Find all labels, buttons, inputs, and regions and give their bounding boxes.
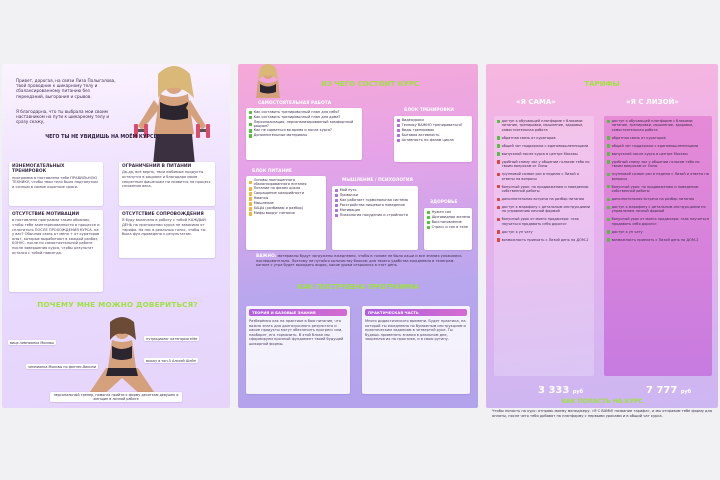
feature-text: доступ к уп чату xyxy=(611,229,643,234)
list-item: Привычки xyxy=(335,193,415,198)
feature-row xyxy=(497,185,591,194)
feature-text: бонусный урок от моего продюсера: «как научиться продавать себя дорого» xyxy=(611,217,709,226)
sec-independent-title: САМОСТОЯТЕЛЬНАЯ РАБОТА xyxy=(258,101,332,106)
list-item: Как составить тренировочный план для дома? xyxy=(249,115,359,120)
feature-row xyxy=(497,197,591,201)
price-currency: руб xyxy=(680,389,692,395)
list-item: Щитовидная железа xyxy=(427,215,469,220)
price-value: 3 333 xyxy=(538,385,570,396)
list-item: Нюансы xyxy=(249,196,323,201)
list-item: Восстановление xyxy=(427,220,469,225)
check-icon xyxy=(607,160,610,163)
check-icon xyxy=(607,144,610,147)
check-icon xyxy=(607,230,610,233)
cross-icon xyxy=(497,238,500,241)
cross-icon xyxy=(497,160,500,163)
price-currency: руб xyxy=(572,389,584,395)
sec-training-title: БЛОК ТРЕНИРОВКИ xyxy=(404,108,454,113)
feature-text: доступ к марафону с детальным инструкциями по управлению личной формой xyxy=(501,205,591,214)
check-icon xyxy=(497,136,500,139)
check-icon xyxy=(497,144,500,147)
feature-row xyxy=(607,160,709,169)
plan-b-title: «Я С ЛИЗОЙ» xyxy=(626,98,679,106)
list-item: ХАЦЫ (разбиваю и разбор) xyxy=(249,206,323,211)
list-item: Расстройства пищевого поведения xyxy=(335,203,415,208)
plan-b-features xyxy=(604,116,712,376)
feature-row xyxy=(607,152,709,156)
health-list xyxy=(424,208,472,250)
feature-row xyxy=(607,205,709,214)
check-icon xyxy=(607,206,610,209)
important-note xyxy=(256,254,466,268)
feature-row xyxy=(607,217,709,226)
training-list xyxy=(394,116,472,162)
important-text: материалы будут загружены ежедневно, чтобы в голове не было каши и все знания уложились последовательно. Поэтому не путайся количеству блоков: для твоего удобства ежедневно в телеграм-канале с утра будет выходить видео, какие уроки открылись в этот день. xyxy=(256,254,462,268)
feature-text: выпускной после курса в центре Москвы xyxy=(501,151,578,156)
intro-text-2: Я благодарна, что ты выбрала мои своим наставником на пути к шикарному телу и сразу скажу, xyxy=(16,109,110,125)
card-title: ОТСУТСТВИЕ МОТИВАЦИИ xyxy=(12,212,80,217)
badge-champion: чемпионка Москвы по фитнес-бикини xyxy=(28,364,97,369)
check-icon xyxy=(607,218,610,221)
feature-text: возможность приехать с Лизой день на ДОМ-2 xyxy=(611,237,699,242)
tariffs-header: ТАРИФЫ xyxy=(584,80,620,88)
join-body: Чтобы попасть на курс: отправь моему менеджеру: «Я С ВАМИ! название тарифа», и мы отправим тебе форму для оплаты, после чего тебя добавят на платформу с первыми уроками и в общий чат курса. xyxy=(492,409,712,418)
cross-icon xyxy=(497,185,500,188)
list-item: Виды тренировок xyxy=(397,128,469,133)
not-see-heading: ЧЕГО ТЫ НЕ УВИДИШЬ НА МОЁМ КУРСЕ: xyxy=(45,135,159,140)
cross-icon xyxy=(497,218,500,221)
feature-text: доступ к уп чату xyxy=(501,229,533,234)
feature-row xyxy=(607,197,709,201)
list-item: Нужен сон xyxy=(427,210,469,215)
card-no-exhausting xyxy=(9,162,103,206)
feature-text: дополнительная встреча на разбор питания xyxy=(501,197,585,202)
badge-personal-trainer: персональный тренер, помогла прийти к форму десяткам девушек и женщин в личной работе xyxy=(50,392,182,402)
feature-text: обратная связь от кураторов xyxy=(501,135,556,140)
feature-row xyxy=(497,152,591,156)
sec-nutrition-title: БЛОК ПИТАНИЕ xyxy=(252,169,292,174)
feature-row xyxy=(497,238,591,242)
feature-row xyxy=(497,136,591,140)
list-item: Стресс и сон в теле xyxy=(427,225,469,230)
plan-a-features xyxy=(494,116,594,376)
sec-health-title: ЗДОРОВЬЕ xyxy=(430,200,458,205)
program-title: КАК ПОСТРОЕНА ПРОГРАММА xyxy=(297,283,419,291)
card-no-restrictions xyxy=(119,162,215,206)
card-body: в поставлена программа таким образом, чтобы тебе заинтересованности в процессе и сплотиться ПОСЛЕ ПРОХОЖДЕНИЯ КУРСА. на у вас? Обычная связь от меня + от кураторов опыт, которые выработают в каждой разбаз, БОНУС. после по самостоятельной работе после завершения курса, чтобы результат остался с тобой навсегда. xyxy=(12,218,100,255)
plan-a-title: «Я САМА» xyxy=(516,98,556,106)
list-item: Мышление xyxy=(249,201,323,206)
practice-card xyxy=(362,306,470,394)
feature-row xyxy=(497,119,591,132)
plan-a-price xyxy=(538,385,583,396)
cross-icon xyxy=(497,198,500,201)
check-icon xyxy=(607,173,610,176)
feature-row xyxy=(497,230,591,234)
feature-row xyxy=(607,119,709,132)
feature-text: групповой созвон раз в неделю с Лизой и ответы на вопросы xyxy=(501,172,579,181)
important-label: ВАЖНО: xyxy=(256,253,277,258)
list-item: Психология похудения и стройности xyxy=(335,213,415,218)
list-item: Питание по фазам цикла xyxy=(249,186,323,191)
feature-row xyxy=(497,172,591,181)
feature-text: доступ к обучающей платформе с блоками: питание, тренировки, мышление, здоровье, самостоятельная работа xyxy=(501,119,584,132)
badge-vice-champion: вице-чемпионка Москвы xyxy=(10,340,54,345)
list-item: Дополнительные материалы xyxy=(249,133,359,138)
list-item: Видеоуроки xyxy=(397,118,469,123)
independent-list xyxy=(246,108,362,160)
check-icon xyxy=(497,152,500,155)
card-body: Я буду включена в работу с тобой КАЖДЫЙ ДЕНЬ на протяжении курса не зависимо от тарифа. На нас в реальных голос, чтобы ты была фул-проведена к результатам. xyxy=(122,218,206,237)
check-icon xyxy=(607,152,610,155)
feature-text: удобный сниму зал у общении голосом тебя по твоим вопросам от Лизы xyxy=(501,159,590,169)
feature-row xyxy=(607,238,709,242)
contents-header: ИЗ ЧЕГО СОСТОИТ КУРС xyxy=(321,80,419,88)
nutrition-list xyxy=(246,176,326,250)
cross-icon xyxy=(497,206,500,209)
price-value: 7 777 xyxy=(646,385,678,396)
feature-row xyxy=(607,144,709,148)
list-item: Бытовая активность xyxy=(397,133,469,138)
feature-row xyxy=(607,136,709,140)
list-item: Мотивация xyxy=(335,208,415,213)
check-icon xyxy=(607,198,610,201)
check-icon xyxy=(607,120,610,123)
theory-card xyxy=(246,306,350,394)
check-icon xyxy=(607,238,610,241)
trust-title: ПОЧЕМУ МНЕ МОЖНО ДОВЕРИТЬСЯ? xyxy=(37,300,198,309)
badge-nutritionist: нутрициолог категории elite xyxy=(146,336,198,341)
feature-text: дополнительная встреча на разбор питания xyxy=(611,197,695,202)
feature-row xyxy=(497,217,591,226)
feature-text: бонусный урок: по продвижению и поведению собственной работы xyxy=(611,184,699,194)
list-item: Как работает гормональная система xyxy=(335,198,415,203)
practice-title: ПРАКТИЧЕСКАЯ ЧАСТЬ xyxy=(365,309,467,316)
card-title: ИЗНЕМОГАТЕЛЬНЫХ ТРЕНИРОВОК xyxy=(12,164,65,175)
theory-body: Разберёмся как на практике в бою питание, что важно знать для долгосрочного результата и какие продукты могут обеспечить прогресс или, наоборот, его тормозить. В этой блоке мы сформируем прочный фундамент твоей будущей шикарной формы. xyxy=(249,319,344,346)
cross-icon xyxy=(497,173,500,176)
feature-row xyxy=(607,230,709,234)
list-item: Основы полноценного сбалансированного питания xyxy=(249,178,323,186)
card-no-motivation xyxy=(9,210,103,292)
card-body: программа в поставлена тебе ПРАВИЛЬНОЮ ТЕХНИКУ, чтобы твои тело было подтянутым и сочным в самые короткие сроки. xyxy=(12,175,98,189)
list-item: Мой путь xyxy=(335,188,415,193)
feature-text: удобный сниму зал у общении голосом тебя по твоим вопросам от Лизы xyxy=(611,159,700,169)
feature-row xyxy=(497,160,591,169)
sec-mind-title: МЫШЛЕНИЕ / ПСИХОЛОГИЯ xyxy=(342,178,413,183)
page-about xyxy=(2,64,230,408)
list-item: Как составить тренировочный план для себя? xyxy=(249,110,359,115)
card-title: ОТСУТСТВИЕ СОПРОВОЖДЕНИЯ xyxy=(122,212,204,217)
feature-text: доступ к обучающей платформе с блоками: питание, тренировки, мышление, здоровье, самостоятельная работа xyxy=(611,119,694,132)
feature-row xyxy=(607,185,709,194)
mind-list xyxy=(332,186,418,250)
feature-text: возможность приехать с Лизой день на ДОМ-2 xyxy=(501,237,589,242)
plan-b-price xyxy=(646,385,691,396)
trainer-photo xyxy=(120,64,220,176)
feature-text: общий чат поддержки с единомышленницами xyxy=(611,143,699,148)
feature-text: бонусный урок: по продвижению и поведению собственной работы xyxy=(501,184,589,194)
feature-text: общий чат поддержки с единомышленницами xyxy=(501,143,589,148)
list-item: Персонализация, персонализированный комфортный рацион? xyxy=(249,120,359,128)
list-item: Сокращение калорийности xyxy=(249,191,323,196)
feature-row xyxy=(497,144,591,148)
check-icon xyxy=(607,185,610,188)
cross-icon xyxy=(497,230,500,233)
list-item: Активность по фазам цикла xyxy=(397,138,469,143)
theory-title: ТЕОРИЯ И БАЗОВЫЕ ЗНАНИЯ xyxy=(249,309,347,316)
card-title: ОГРАНИЧЕНИЙ В ПИТАНИИ xyxy=(122,164,192,169)
feature-text: групповой созвон раз в неделю с Лизой и ответы на вопросы xyxy=(611,172,709,181)
card-no-support xyxy=(119,210,215,258)
list-item: Мифы вокруг питания xyxy=(249,211,323,216)
list-item: Технику ВАЖНО тренироваться? xyxy=(397,123,469,128)
feature-text: доступ к марафону с детальным инструкциями по управлению личной формой xyxy=(611,205,706,214)
feature-text: выпускной после курса в центре Москвы xyxy=(611,151,688,156)
intro-text: Привет, дорогая, на связи Лиза Полыгалова, твой проводник к шикарному телу и сбалансированному питанию без перееданий, выгорания и срывов. xyxy=(16,78,116,99)
page-tariffs xyxy=(486,64,718,408)
check-icon xyxy=(607,136,610,139)
feature-text: обратная связь от кураторов xyxy=(611,135,666,140)
badge-top5: вхожу в топ-5 Алсоей Шейп xyxy=(146,358,196,363)
page-course-contents xyxy=(238,64,478,408)
list-item: Как не сорваться во время и после курса? xyxy=(249,128,359,133)
practice-body: Много дидактического времени. Будет практика, на которой ты ежедневно по бумажным инструкциям и практическим заданиям в четвертой руке. Ты будешь применять знания в реальном дне, закрепляя их на практике, и в свою рутину. xyxy=(365,319,466,342)
feature-row xyxy=(607,172,709,181)
join-title: КАК ПОПАСТЬ НА КУРС xyxy=(561,398,643,405)
feature-text: бонусный урок от моего продюсера: «как научиться продавать себя дорого» xyxy=(501,217,579,226)
card-body: Да-да, всё верно, твои любимые продукты останутся в рационе и благодаря моим секретным фишечкам ни появится на процесс снижения веса. xyxy=(122,170,211,189)
feature-row xyxy=(497,205,591,214)
check-icon xyxy=(497,120,500,123)
